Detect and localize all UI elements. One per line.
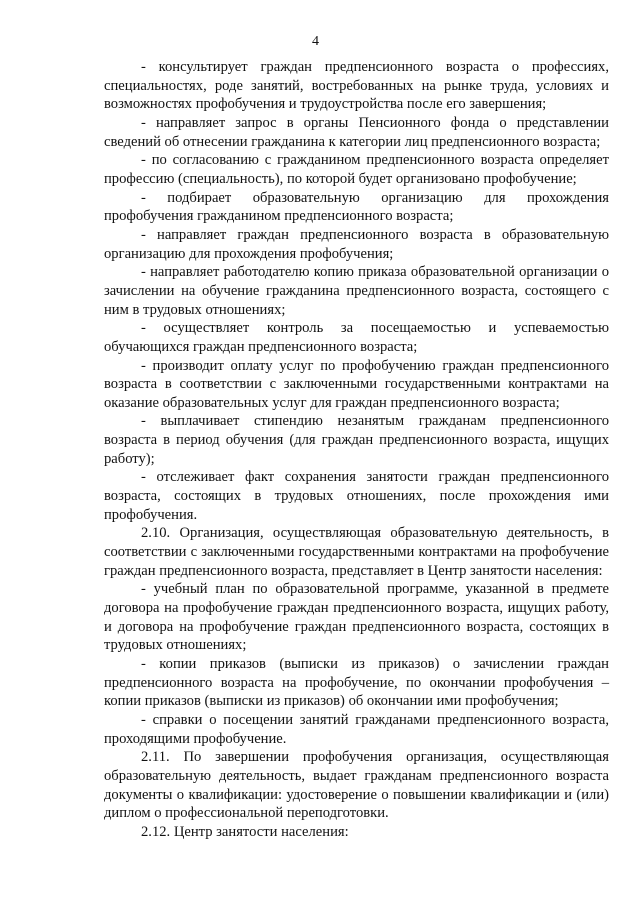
paragraph-section-2-10: 2.10. Организация, осуществляющая образовательную деятельность, в соответствии с заключенными государственными контрактами на профобучение граждан предпенсионного возраста, представляет в Центр занятости населения: [104, 525, 609, 579]
paragraph-stipend: - выплачивает стипендию незанятым гражданам предпенсионного возраста в период обучения (для граждан предпенсионного возраста, ищущих работу); [104, 413, 609, 467]
paragraph-sends-order-copy: - направляет работодателю копию приказа образовательной организации о зачислении на обучение гражданина предпенсионного возраста, состоящего с ним в трудовых отношениях; [104, 264, 609, 318]
page-number: 4 [312, 34, 319, 49]
paragraph-sends-citizens: - направляет граждан предпенсионного возраста в образовательную организацию для прохождения профобучения; [104, 226, 609, 262]
paragraph-curriculum: - учебный план по образовательной программе, указанной в предмете договора на профобучение граждан предпенсионного возраста, ищущих работу, и договора на профобучение граждан предпенсионного возраста, состоящих в трудовых отношениях; [104, 581, 609, 654]
paragraph-pension-request: - направляет запрос в органы Пенсионного фонда о представлении сведений об отнесении гражданина к категории лиц предпенсионного возраста; [104, 114, 609, 150]
paragraph-order-copies: - копии приказов (выписки из приказов) о зачислении граждан предпенсионного возраста на профобучение, по окончании профобучения – копии приказов (выписки из приказов) об окончании ими профобучения; [104, 656, 609, 710]
paragraph-consults: - консультирует граждан предпенсионного возраста о профессиях, специальностях, роде занятий, востребованных на рынке труда, условиях и возможностях профобучения и трудоустройства после его завершения; [104, 59, 609, 113]
paragraph-selects-organization: - подбирает образовательную организацию для прохождения профобучения гражданином предпенсионного возраста; [104, 189, 609, 225]
paragraph-payment: - производит оплату услуг по профобучению граждан предпенсионного возраста в соответствии с заключенными государственными контрактами на оказание образовательных услуг для граждан предпенсионного возраста; [104, 357, 609, 411]
paragraph-employment-tracking: - отслеживает факт сохранения занятости граждан предпенсионного возраста, состоящих в трудовых отношениях, после прохождения ими профобучения. [104, 469, 609, 523]
paragraph-attendance-control: - осуществляет контроль за посещаемостью и успеваемостью обучающихся граждан предпенсионного возраста; [104, 320, 609, 355]
paragraph-attendance-certificates: - справки о посещении занятий гражданами предпенсионного возраста, проходящими профобучение. [104, 711, 609, 747]
paragraph-section-2-12: 2.12. Центр занятости населения: [141, 823, 349, 840]
paragraph-section-2-11: 2.11. По завершении профобучения организация, осуществляющая образовательную деятельность, выдает гражданам предпенсионного возраста документы о квалификации: удостоверение о повышении квалификации и (или) диплом о профессиональной переподготовки. [104, 749, 609, 822]
document-body [104, 58, 609, 842]
paragraph-defines-profession: - по согласованию с гражданином предпенсионного возраста определяет профессию (специальность), по которой будет организовано профобучение; [104, 152, 609, 187]
